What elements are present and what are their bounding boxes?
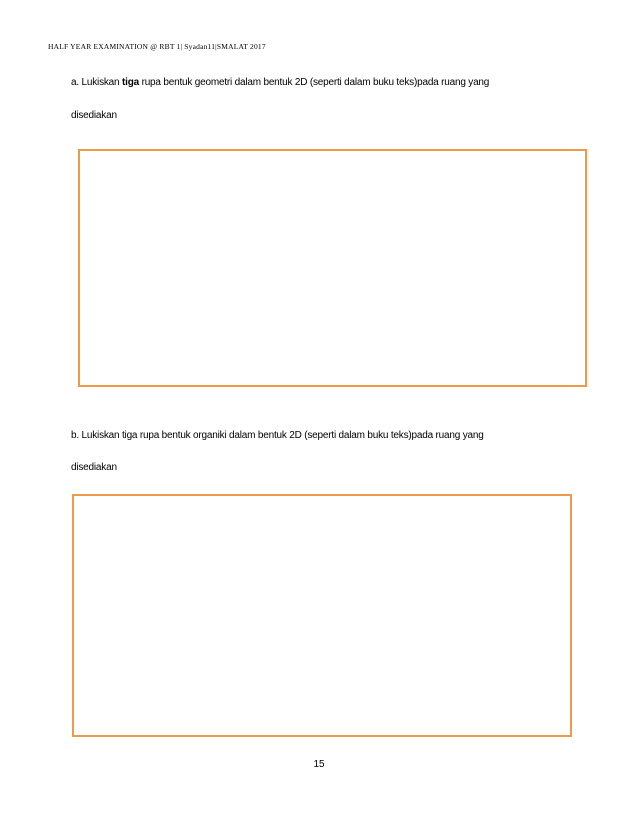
question-b-line-1: b. Lukiskan tiga rupa bentuk organiki dalam bentuk 2D (seperti dalam buku teks)pada ruang yang [71,430,484,441]
question-a-text: rupa bentuk geometri dalam bentuk 2D (seperti dalam buku teks)pada ruang yang [141,77,490,88]
drawing-area-b[interactable] [72,494,572,737]
question-b-line-2: disediakan [71,462,117,473]
question-a-line-1 [71,77,489,88]
page-number: 15 [313,759,325,770]
page-header: HALF YEAR EXAMINATION @ RBT 1| Syadan11|SMALAT 2017 [48,42,266,51]
question-a-prefix: a. Lukiskan [71,77,120,88]
drawing-area-a[interactable] [78,149,587,387]
question-a-emphasis: tiga [121,77,139,88]
question-a-line-2: disediakan [71,110,117,121]
